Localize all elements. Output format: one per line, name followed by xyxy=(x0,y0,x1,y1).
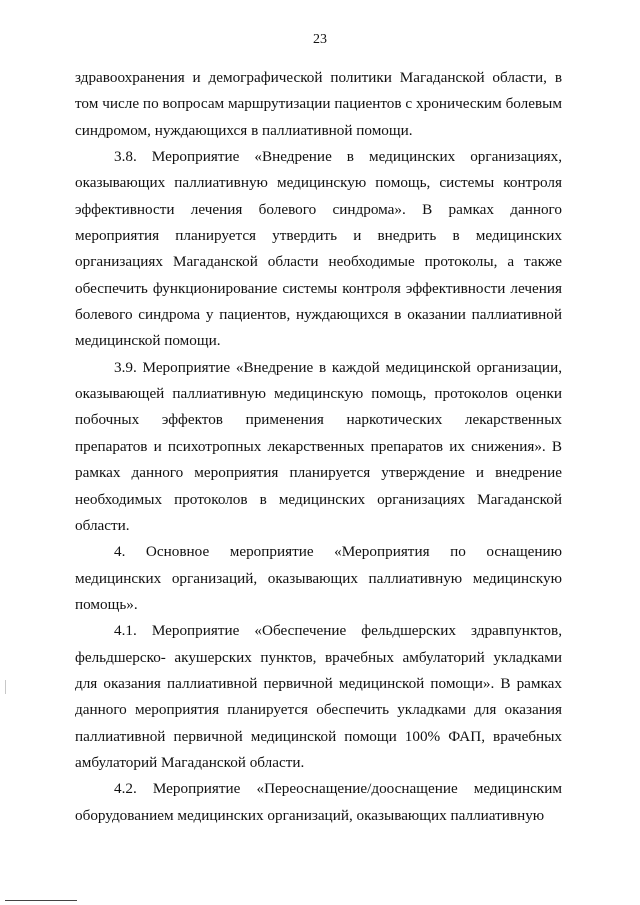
paragraph-3-9: 3.9. Мероприятие «Внедрение в каждой медицинской организации, оказывающей паллиативную медицинскую помощь, протоколов оценки побочных эффектов применения наркотических лекарственных препаратов и психотропных лекарственных препаратов их снижения». В рамках данного мероприятия планируется утверждение и внедрение необходимых протоколов в медицинских организациях Магаданской области. xyxy=(75,358,562,534)
document-body xyxy=(75,65,562,829)
paragraph-4: 4. Основное мероприятие «Мероприятия по оснащению медицинских организаций, оказывающих паллиативную медицинскую помощь». xyxy=(75,543,562,613)
paragraph-continuation: здравоохранения и демографической политики Магаданской области, в том числе по вопросам маршрутизации пациентов с хроническим болевым синдромом, нуждающихся в паллиативной помощи. xyxy=(75,69,562,139)
paragraph-4-1: 4.1. Мероприятие «Обеспечение фельдшерских здравпунктов, фельдшерско- акушерских пунктов, врачебных амбулаторий укладками для оказания паллиативной первичной медицинской помощи». В рамках данного мероприятия планируется обеспечить укладками для оказания паллиативной первичной медицинской помощи 100% ФАП, врачебных амбулаторий Магаданской области. xyxy=(75,622,562,771)
paragraph-4-2: 4.2. Мероприятие «Переоснащение/дооснащение медицинским оборудованием медицинских организаций, оказывающих паллиативную xyxy=(75,780,562,824)
paragraph-3-8: 3.8. Мероприятие «Внедрение в медицинских организациях, оказывающих паллиативную медицинскую помощь, системы контроля эффективности лечения болевого синдрома». В рамках данного мероприятия планируется утвердить и внедрить в медицинских организациях Магаданской области необходимые протоколы, а также обеспечить функционирование системы контроля эффективности лечения болевого синдрома у пациентов, нуждающихся в оказании паллиативной медицинской помощи. xyxy=(75,148,562,350)
page-number: 23 xyxy=(313,32,327,47)
scan-margin-mark xyxy=(5,680,6,694)
footer-rule xyxy=(5,900,77,901)
